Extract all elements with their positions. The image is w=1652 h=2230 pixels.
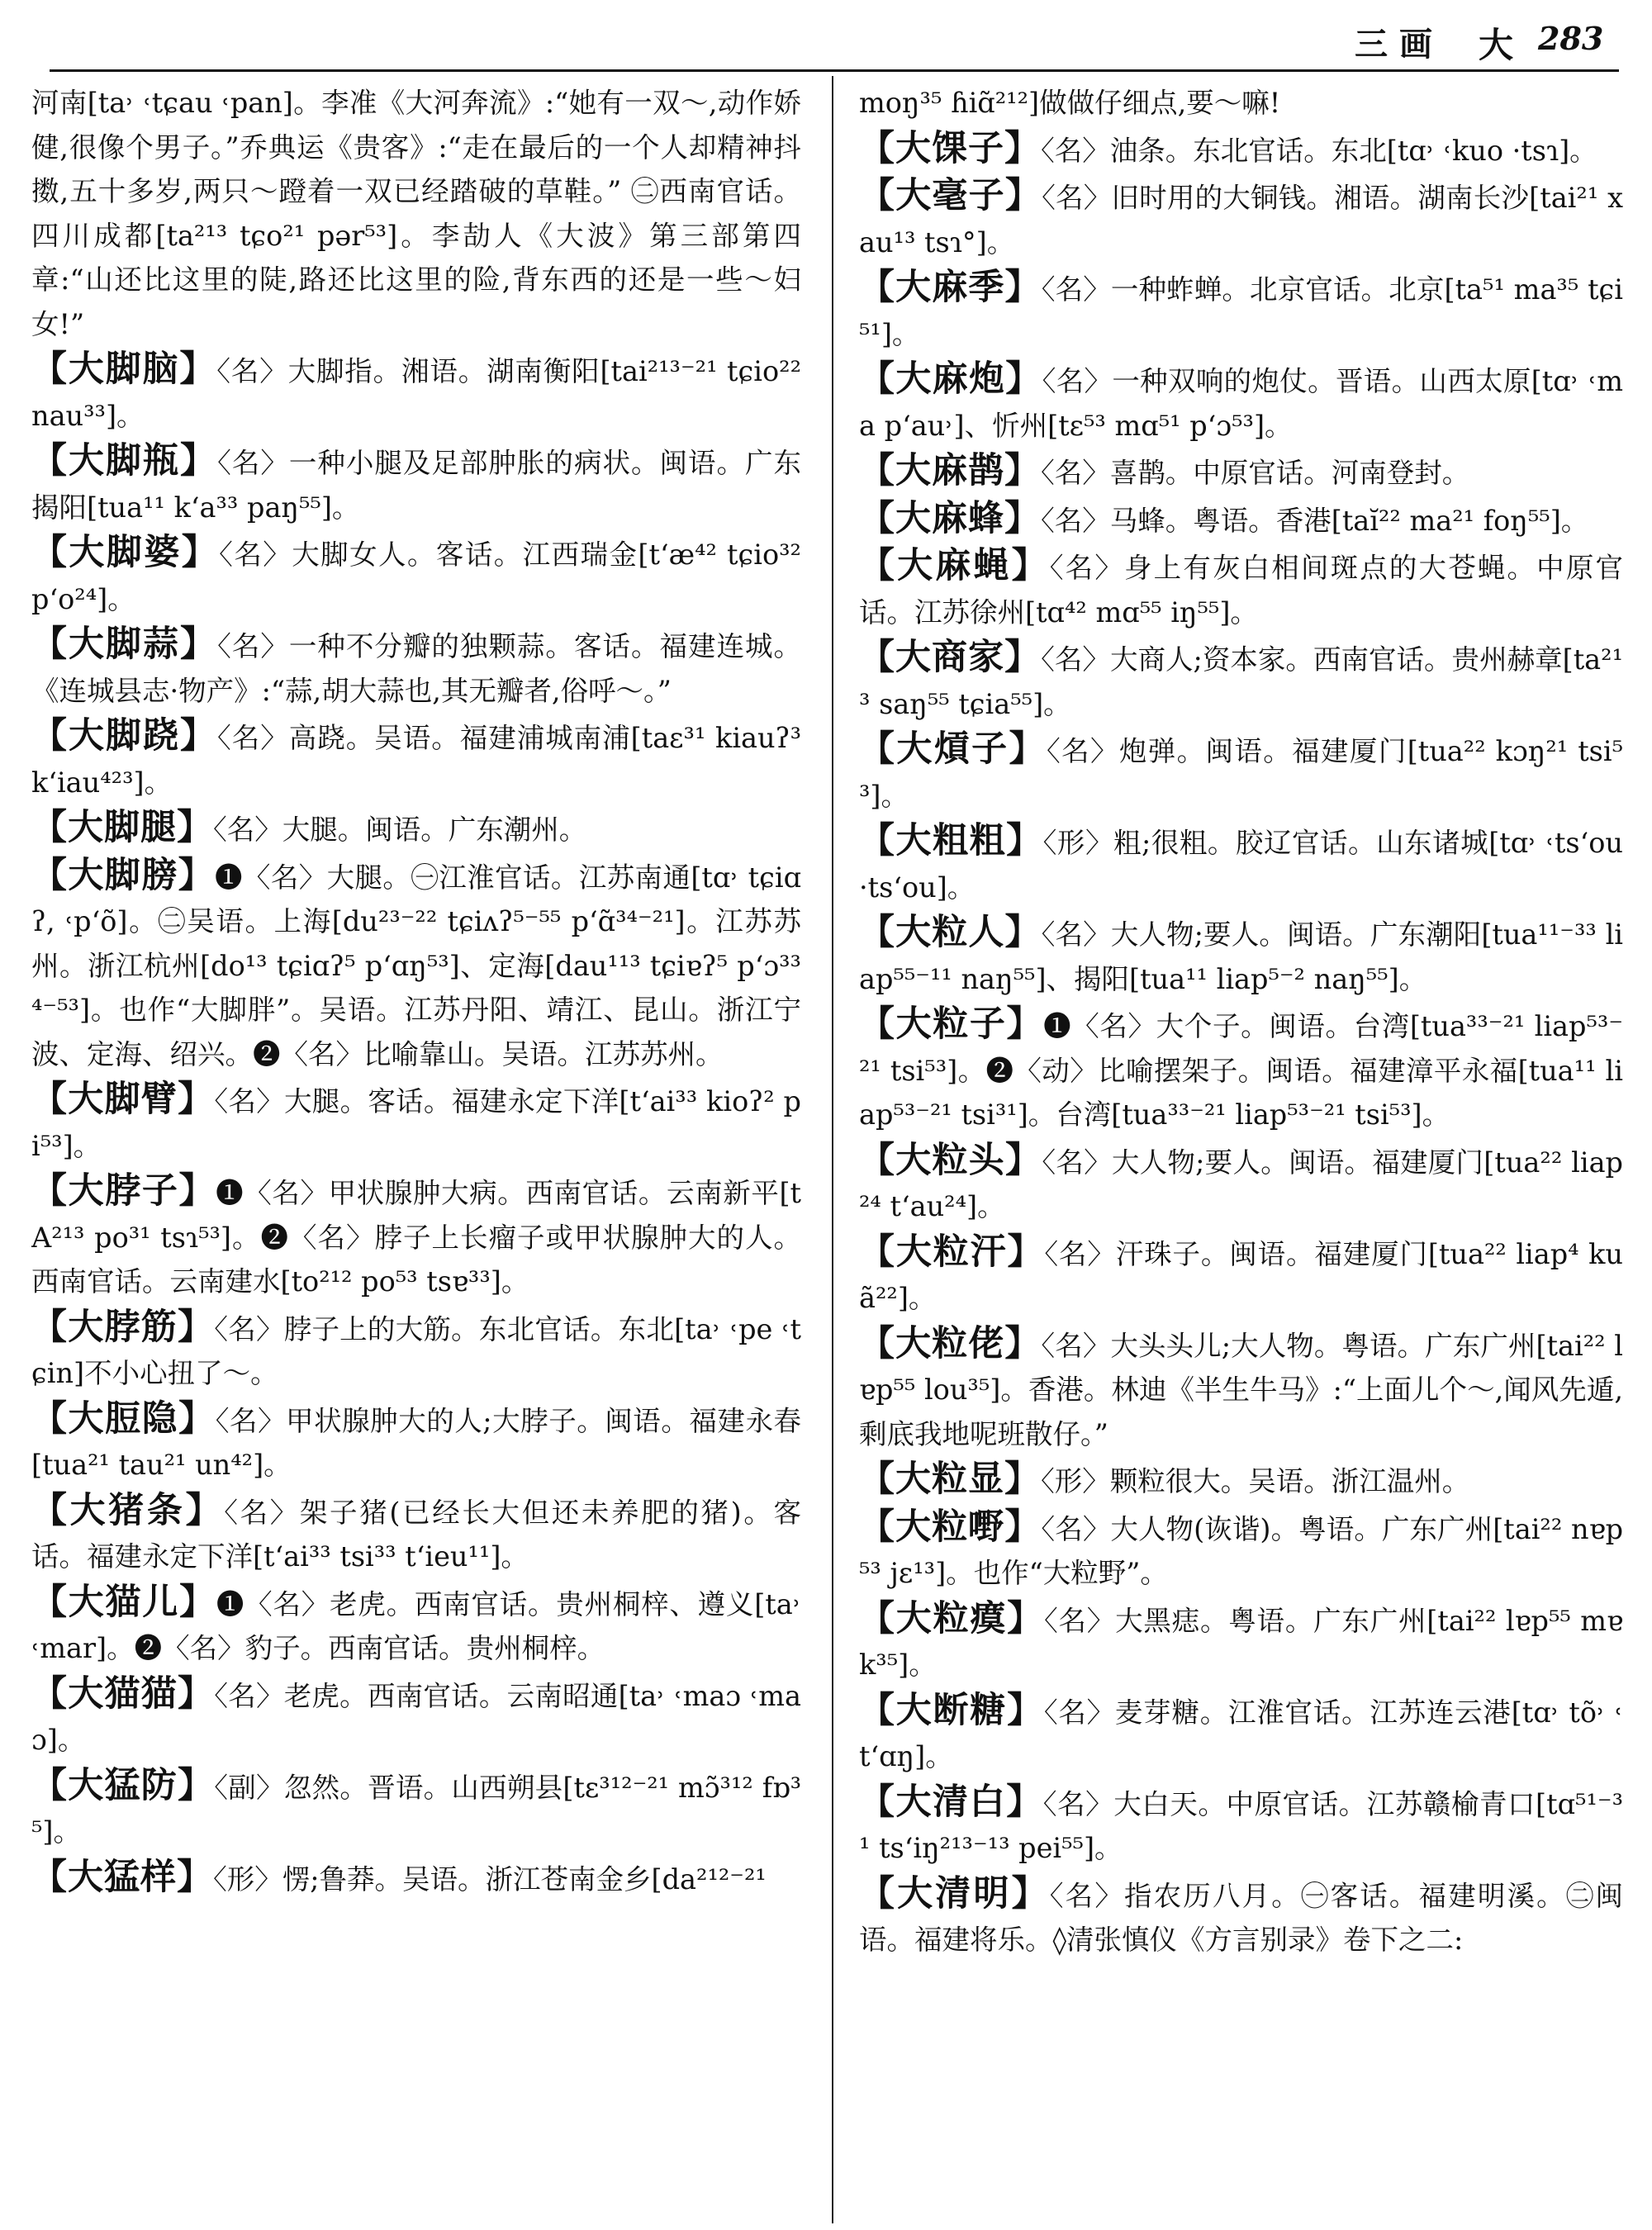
entry-headword: 【大麻蝇】: [859, 545, 1050, 586]
entry-headword: 【大粒瘼】: [859, 1597, 1044, 1639]
entry-headword: 【大断糖】: [859, 1689, 1044, 1731]
dictionary-entry: [859, 497, 1623, 543]
entry-headword: 【大猛样】: [31, 1856, 213, 1898]
dictionary-entry: [31, 1672, 801, 1763]
dictionary-entry: [31, 439, 801, 529]
entry-definition: 〈名〉大人物;要人。闽语。福建厦门[tua²² liap²⁴ t‘au²⁴]。: [859, 1146, 1623, 1222]
header-rule: [50, 69, 1619, 72]
entry-definition: 〈名〉油条。东北官话。东北[tɑ˒ ˓kuo ·tsɿ]。: [1041, 134, 1597, 167]
dictionary-entry: [859, 1322, 1623, 1457]
entry-headword: 【大清明】: [859, 1872, 1050, 1914]
entry-headword: 【大商家】: [859, 637, 1042, 678]
dictionary-entry: [31, 1581, 801, 1671]
dictionary-entry: [31, 1489, 801, 1579]
entry-definition: 〈副〉忽然。晋语。山西朔县[tɛ³¹²⁻²¹ mɔ̃³¹² fɒ³⁵]。: [31, 1771, 801, 1848]
dictionary-entry: [859, 449, 1623, 496]
dictionary-entry: [31, 348, 801, 438]
entry-headword: 【大粗粗】: [859, 820, 1043, 861]
page-header: [0, 0, 1652, 76]
dictionary-entry: [31, 806, 801, 852]
entry-headword: 【大粒人】: [859, 912, 1042, 953]
dictionary-entry: [31, 714, 801, 804]
dictionary-entry: [859, 127, 1623, 173]
entry-headword: 【大粒佬】: [859, 1322, 1042, 1364]
dictionary-entry: [859, 1872, 1623, 1962]
dictionary-entry: [31, 1397, 801, 1487]
entry-headword: 【大脖筋】: [31, 1306, 215, 1348]
dictionary-entry: [859, 819, 1623, 909]
entry-definition: 〈名〉大人物(诙谐)。粤语。广东广州[tai²² nɐp⁵³ jɛ¹³]。也作“大粒野”。: [859, 1512, 1623, 1589]
left-column: [31, 81, 801, 2220]
entry-definition: ❶〈名〉老虎。西南官话。贵州桐梓、遵义[ta˒ ˓mar]。❷〈名〉豹子。西南官话。贵州桐梓。: [31, 1587, 801, 1664]
entry-headword: 【大猪条】: [31, 1489, 225, 1531]
dictionary-entry: [859, 266, 1623, 356]
entry-definition: 〈名〉一种双响的炮仗。晋语。山西太原[tɑ˒ ˓ma p‘au˒]、忻州[tɛ⁵³ mɑ⁵¹ p‘ɔ⁵³]。: [859, 365, 1623, 442]
entry-definition: 〈名〉喜鹊。中原官话。河南登封。: [1041, 457, 1470, 489]
entry-definition: 〈名〉大头头儿;大人物。粤语。广东广州[tai²² lɐp⁵⁵ lou³⁵]。香港。林迪《半生牛马》:“上面儿个～,闻风先遁,剩底我地呢班散仔。”: [859, 1329, 1623, 1450]
entry-definition: 〈名〉炮弹。闽语。福建厦门[tua²² kɔŋ²¹ tsi⁵³]。: [859, 735, 1623, 812]
entry-headword: 【大猛防】: [31, 1764, 215, 1806]
dictionary-entry: [31, 1764, 801, 1854]
entry-definition: 〈名〉大人物;要人。闽语。广东潮阳[tua¹¹⁻³³ liap⁵⁵⁻¹¹ naŋ⁵⁵]、揭阳[tua¹¹ liap⁵⁻² naŋ⁵⁵]。: [859, 918, 1623, 995]
entry-headword: 【大脚婆】: [31, 532, 220, 573]
entry-definition: 〈形〉愣;鲁莽。吴语。浙江苍南金乡[da²¹²⁻²¹: [213, 1862, 767, 1896]
entry-definition: 〈名〉甲状腺肿大的人;大脖子。闽语。福建永春[tua²¹ tau²¹ un⁴²]。: [31, 1404, 801, 1481]
dictionary-entry: [859, 174, 1623, 264]
entry-definition: 〈名〉高跷。吴语。福建浦城南浦[taɛ³¹ kiauʔ³ k‘iau⁴²³]。: [31, 722, 801, 799]
dictionary-entry: [859, 1506, 1623, 1596]
entry-headword: 【大馃子】: [859, 127, 1041, 169]
entry-headword: 【大麻炮】: [859, 358, 1042, 400]
entry-headword: 【大粒显】: [859, 1459, 1041, 1500]
entry-headword: 【大脰隐】: [31, 1397, 216, 1440]
entry-definition: 〈形〉粗;很粗。胶辽官话。山东诸城[tɑ˒ ˓ts‘ou ·ts‘ou]。: [859, 827, 1623, 904]
entry-headword: 【大脚瓶】: [31, 440, 218, 482]
dictionary-entry: [859, 1689, 1623, 1779]
dictionary-entry: [31, 1170, 801, 1304]
dictionary-entry: [859, 358, 1623, 448]
entry-definition: 〈名〉脖子上的大筋。东北官话。东北[ta˒ ˓pe ˓tɕin]不小心扭了～。: [31, 1312, 801, 1389]
entry-continuation: [859, 81, 1623, 126]
entry-definition: 〈名〉汗珠子。闽语。福建厦门[tua²² liap⁴ kuã²²]。: [859, 1237, 1623, 1314]
entry-headword: 【大脚跷】: [31, 715, 217, 757]
entry-headword: 【大脚腿】: [31, 807, 213, 848]
dictionary-entry: [31, 1078, 801, 1168]
column-divider: [832, 76, 833, 2223]
entry-headword: 【大麻鹊】: [859, 450, 1041, 491]
entry-continuation: [31, 81, 801, 346]
entry-headword: 【大粒汗】: [859, 1231, 1045, 1273]
entry-headword: 【大粒头】: [859, 1139, 1042, 1181]
dictionary-entry: [859, 728, 1623, 818]
entry-definition: 〈形〉颗粒很大。吴语。浙江温州。: [1041, 1465, 1470, 1497]
dictionary-entry: [859, 1781, 1623, 1871]
right-column: [859, 81, 1623, 2220]
entry-headword: 【大麻季】: [859, 267, 1042, 308]
entry-definition: 〈名〉大脚指。湘语。湖南衡阳[tai²¹³⁻²¹ tɕio²² nau³³]。: [31, 355, 801, 432]
entry-definition: ❶〈名〉大腿。㊀江淮官话。江苏南通[tɑ˒ tɕiɑʔ, ˓p‘õ]。㊁吴语。上海[du²³⁻²² tɕiʌʔ⁵⁻⁵⁵ p‘ɑ̃³⁴⁻²¹]。江苏苏州。浙江杭州[do¹³ tɕiɑʔ⁵ p‘ɑŋ⁵³]、定海[dau¹¹³ tɕiɐʔ⁵ p‘ɔ³³⁴⁻⁵³]。也作“大脚胖”。吴语。江苏丹阳、靖江、昆山。浙江宁波、定海、绍兴。❷〈名〉比喻靠山。吴语。江苏苏州。: [31, 861, 801, 1070]
dictionary-entry: [859, 544, 1623, 634]
entry-definition: 〈名〉旧时用的大铜钱。湘语。湖南长沙[tai²¹ xau¹³ tsɿ°]。: [859, 182, 1623, 259]
page-number: 283: [1538, 20, 1604, 57]
entry-definition: 〈名〉架子猪(已经长大但还未养肥的猪)。客话。福建永定下洋[t‘ai³³ tsi³³ t‘ieu¹¹]。: [31, 1496, 801, 1573]
entry-definition: 〈名〉大腿。客话。福建永定下洋[t‘ai³³ kioʔ² pi⁵³]。: [31, 1085, 801, 1162]
dictionary-entry: [31, 1306, 801, 1396]
dictionary-entry: [31, 854, 801, 1077]
entry-definition: 〈名〉大商人;资本家。西南官话。贵州赫章[ta²¹³ saŋ⁵⁵ tɕia⁵⁵]。: [859, 643, 1623, 720]
dictionary-entry: [859, 1458, 1623, 1504]
entry-definition: 〈名〉大腿。闽语。广东潮州。: [213, 814, 587, 846]
entry-definition: 〈名〉一种蚱蝉。北京官话。北京[ta⁵¹ ma³⁵ tɕi⁵¹]。: [859, 273, 1623, 350]
entry-headword: 【大脖子】: [31, 1170, 216, 1212]
entry-headword: 【大脚蒜】: [31, 624, 218, 665]
entry-definition: ❶〈名〉甲状腺肿大病。西南官话。云南新平[tA²¹³ po³¹ tsɿ⁵³]。❷〈名〉脖子上长瘤子或甲状腺肿大的人。西南官话。云南建水[to²¹² po⁵³ tsɐ³³]。: [31, 1177, 801, 1298]
entry-headword: 【大脚膀】: [31, 854, 216, 896]
entry-headword: 【大粒子】: [859, 1004, 1044, 1045]
dictionary-entry: [859, 1231, 1623, 1321]
dictionary-entry: [31, 623, 801, 713]
entry-definition: 〈名〉大白天。中原官话。江苏赣榆青口[tɑ⁵¹⁻³¹ ts‘iŋ²¹³⁻¹³ pei⁵⁵]。: [859, 1787, 1623, 1864]
radical-label: 大: [1479, 25, 1514, 65]
entry-definition: 河南[ta˒ ˓tɕau ˓pan]。李准《大河奔流》:“她有一双～,动作娇健,很像个男子。”乔典运《贵客》:“走在最后的一个人却精神抖擞,五十多岁,两只～蹬着一双已经踏破的草鞋。” ㊁西南官话。四川成都[ta²¹³ tɕo²¹ pər⁵³]。李劼人《大波》第三部第四章:“山还比这里的陡,路还比这里的险,背东西的还是一些～妇女!”: [31, 87, 801, 340]
entry-headword: 【大脚臂】: [31, 1079, 215, 1120]
entry-headword: 【大麻蜂】: [859, 497, 1041, 539]
entry-definition: 〈名〉麦芽糖。江淮官话。江苏连云港[tɑ˒ tõ˒ ˓t‘ɑŋ]。: [859, 1696, 1623, 1772]
entry-headword: 【大猫猫】: [31, 1672, 215, 1715]
section-label: 三画: [1355, 25, 1444, 64]
dictionary-entry: [859, 911, 1623, 1001]
entry-definition: 〈名〉大黑痣。粤语。广东广州[tai²² lɐp⁵⁵ mɐk³⁵]。: [859, 1604, 1623, 1681]
entry-definition: 〈名〉一种小腿及足部肿胀的病状。闽语。广东揭阳[tua¹¹ k‘a³³ paŋ⁵⁵]。: [31, 447, 801, 524]
entry-headword: 【大熕子】: [859, 728, 1047, 770]
dictionary-entry: [31, 531, 801, 621]
entry-headword: 【大猫儿】: [31, 1581, 216, 1623]
entry-definition: 〈名〉指农历八月。㊀客话。福建明溪。㊁闽语。福建将乐。◊清张慎仪《方言别录》卷下之二:: [859, 1879, 1623, 1956]
dictionary-entry: [859, 1597, 1623, 1687]
dictionary-entry: [859, 1003, 1623, 1137]
entry-definition: 〈名〉马蜂。粤语。香港[taĭ²² ma²¹ foŋ⁵⁵]。: [1041, 504, 1589, 537]
entry-definition: ❶〈名〉大个子。闽语。台湾[tua³³⁻²¹ liap⁵³⁻²¹ tsi⁵³]。❷〈动〉比喻摆架子。闽语。福建漳平永福[tua¹¹ liap⁵³⁻²¹ tsi³¹]。台湾[tua³³⁻²¹ liap⁵³⁻²¹ tsi⁵³]。: [859, 1010, 1623, 1131]
dictionary-entry: [31, 1856, 801, 1902]
entry-definition: 〈名〉身上有灰白相间斑点的大苍蝇。中原官话。江苏徐州[tɑ⁴² mɑ⁵⁵ iŋ⁵⁵]。: [859, 552, 1623, 629]
dictionary-entry: [859, 636, 1623, 726]
entry-headword: 【大粒嘢】: [859, 1506, 1042, 1548]
entry-definition: 〈名〉大脚女人。客话。江西瑞金[t‘æ⁴² tɕio³² p‘o²⁴]。: [31, 539, 801, 615]
entry-definition: 〈名〉一种不分瓣的独颗蒜。客话。福建连城。《连城县志·物产》:“蒜,胡大蒜也,其无瓣者,俗呼～。”: [31, 630, 801, 707]
entry-definition: moŋ³⁵ ɦiɑ̃²¹²]做做仔细点,要～嘛!: [859, 87, 1281, 119]
entry-definition: 〈名〉老虎。西南官话。云南昭通[ta˒ ˓maɔ ˓maɔ]。: [31, 1679, 801, 1756]
entry-headword: 【大毫子】: [859, 175, 1042, 216]
entry-headword: 【大脚脑】: [31, 349, 217, 390]
entry-headword: 【大清白】: [859, 1781, 1043, 1823]
dictionary-entry: [859, 1139, 1623, 1229]
